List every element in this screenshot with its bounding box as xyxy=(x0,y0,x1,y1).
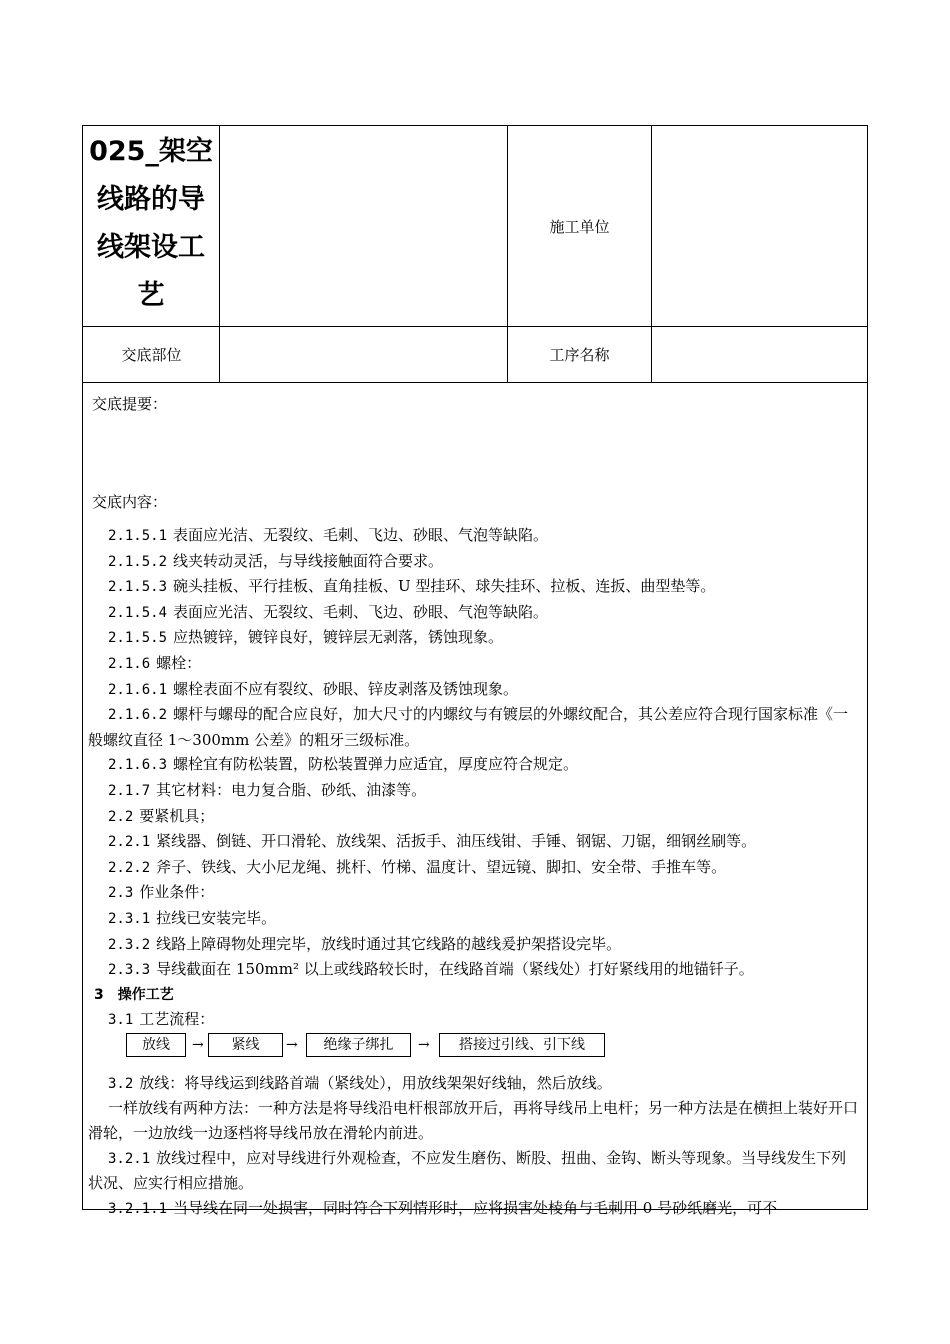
grid-line xyxy=(83,326,867,327)
title-line: 线路的导 xyxy=(97,184,205,215)
content-paragraph: 2.1.5.2 线夹转动灵活，与导线接触面符合要求。 xyxy=(108,551,444,570)
section-heading: 3 操作工艺 xyxy=(94,986,174,1003)
arrow-right-icon: → xyxy=(418,1036,430,1053)
flow-label: 3.1 工艺流程： xyxy=(108,1010,215,1029)
flow-step-box: 搭接过引线、引下线 xyxy=(439,1033,605,1057)
grid-line xyxy=(651,126,652,382)
summary-label: 交底提要： xyxy=(92,395,168,413)
content-label: 交底内容： xyxy=(92,493,168,511)
content-paragraph: 2.1.5.4 表面应光洁、无裂纹、毛刺、飞边、砂眼、气泡等缺陷。 xyxy=(108,602,549,621)
document-title xyxy=(86,128,216,320)
content-paragraph: 2.1.6.1 螺栓表面不应有裂纹、砂眼、锌皮剥落及锈蚀现象。 xyxy=(108,679,519,698)
grid-line xyxy=(83,382,867,383)
flow-step-box: 放线 xyxy=(126,1033,186,1057)
content-paragraph: 2.2 要紧机具； xyxy=(108,806,215,825)
arrow-right-icon: → xyxy=(192,1036,204,1053)
title-line: 线架设工 xyxy=(97,232,205,263)
content-paragraph: 2.1.6 螺栓： xyxy=(108,653,202,672)
content-paragraph: 3.2.1.1 当导线在同一处损害，同时符合下列情形时，应将损害处棱角与毛刺用 0 号砂纸磨光，可不 xyxy=(108,1198,778,1217)
handover-part-label: 交底部位 xyxy=(121,346,182,364)
content-paragraph: 2.1.5.5 应热镀锌，镀锌良好，镀锌层无剥落，锈蚀现象。 xyxy=(108,628,504,647)
process-name-label: 工序名称 xyxy=(549,346,610,364)
flow-step-box: 紧线 xyxy=(208,1033,283,1057)
content-paragraph: 一样放线有两种方法：一种方法是将导线沿电杆根部放开后，再将导线吊上电杆；另一种方法是在横担上装好开口滑轮，一边放线一边逐档将导线吊放在滑轮内前进。 xyxy=(88,1099,859,1143)
content-paragraph: 2.1.7 其它材料：电力复合脂、砂纸、油漆等。 xyxy=(108,780,427,799)
content-paragraph: 2.3 作业条件： xyxy=(108,883,215,902)
content-paragraph: 2.1.5.1 表面应光洁、无裂纹、毛刺、飞边、砂眼、气泡等缺陷。 xyxy=(108,526,549,544)
grid-line xyxy=(219,126,220,382)
content-paragraph: 2.3.3 导线截面在 150mm² 以上或线路较长时，在线路首端（紧线处）打好紧线用的地锚钎子。 xyxy=(108,960,754,979)
arrow-right-icon: → xyxy=(286,1036,298,1053)
construction-unit-label: 施工单位 xyxy=(549,218,610,236)
content-paragraph: 2.2.1 紧线器、倒链、开口滑轮、放线架、活扳手、油压线钳、手锤、钢锯、刀锯，细钢丝刷等。 xyxy=(108,832,757,851)
process-flowchart xyxy=(126,1033,860,1063)
content-paragraph: 2.2.2 斧子、铁线、大小尼龙绳、挑杆、竹梯、温度计、望远镜、脚扣、安全带、手推车等。 xyxy=(108,857,727,876)
content-paragraph: 2.1.6.3 螺栓宜有防松装置，防松装置弹力应适宜，厚度应符合规定。 xyxy=(108,755,579,774)
handover-content xyxy=(88,523,860,1221)
title-line: 025_架空 xyxy=(89,136,213,167)
content-paragraph: 3.2.1 放线过程中，应对导线进行外观检查，不应发生磨伤、断股、扭曲、金钩、断头等现象。当导线发生下列状况、应实行相应措施。 xyxy=(88,1148,847,1193)
title-line: 艺 xyxy=(137,280,165,311)
content-paragraph: 2.1.5.3 碗头挂板、平行挂板、直角挂板、U 型挂环、球失挂环、拉板、连扳、曲型垫等。 xyxy=(108,577,716,596)
flow-step-box: 绝缘子绑扎 xyxy=(306,1033,411,1057)
content-paragraph: 2.1.6.2 螺杆与螺母的配合应良好，加大尺寸的内螺纹与有镀层的外螺纹配合，其公差应符合现行国家标准《一般螺纹直径 1～300mm 公差》的粗牙三级标准。 xyxy=(88,705,849,749)
content-paragraph: 3.2 放线：将导线运到线路首端（紧线处），用放线架架好线轴，然后放线。 xyxy=(108,1073,612,1092)
content-paragraph: 2.3.2 线路上障碍物处理完毕，放线时通过其它线路的越线爰护架搭设完毕。 xyxy=(108,934,622,953)
content-paragraph: 2.3.1 拉线已安装完毕。 xyxy=(108,908,277,927)
